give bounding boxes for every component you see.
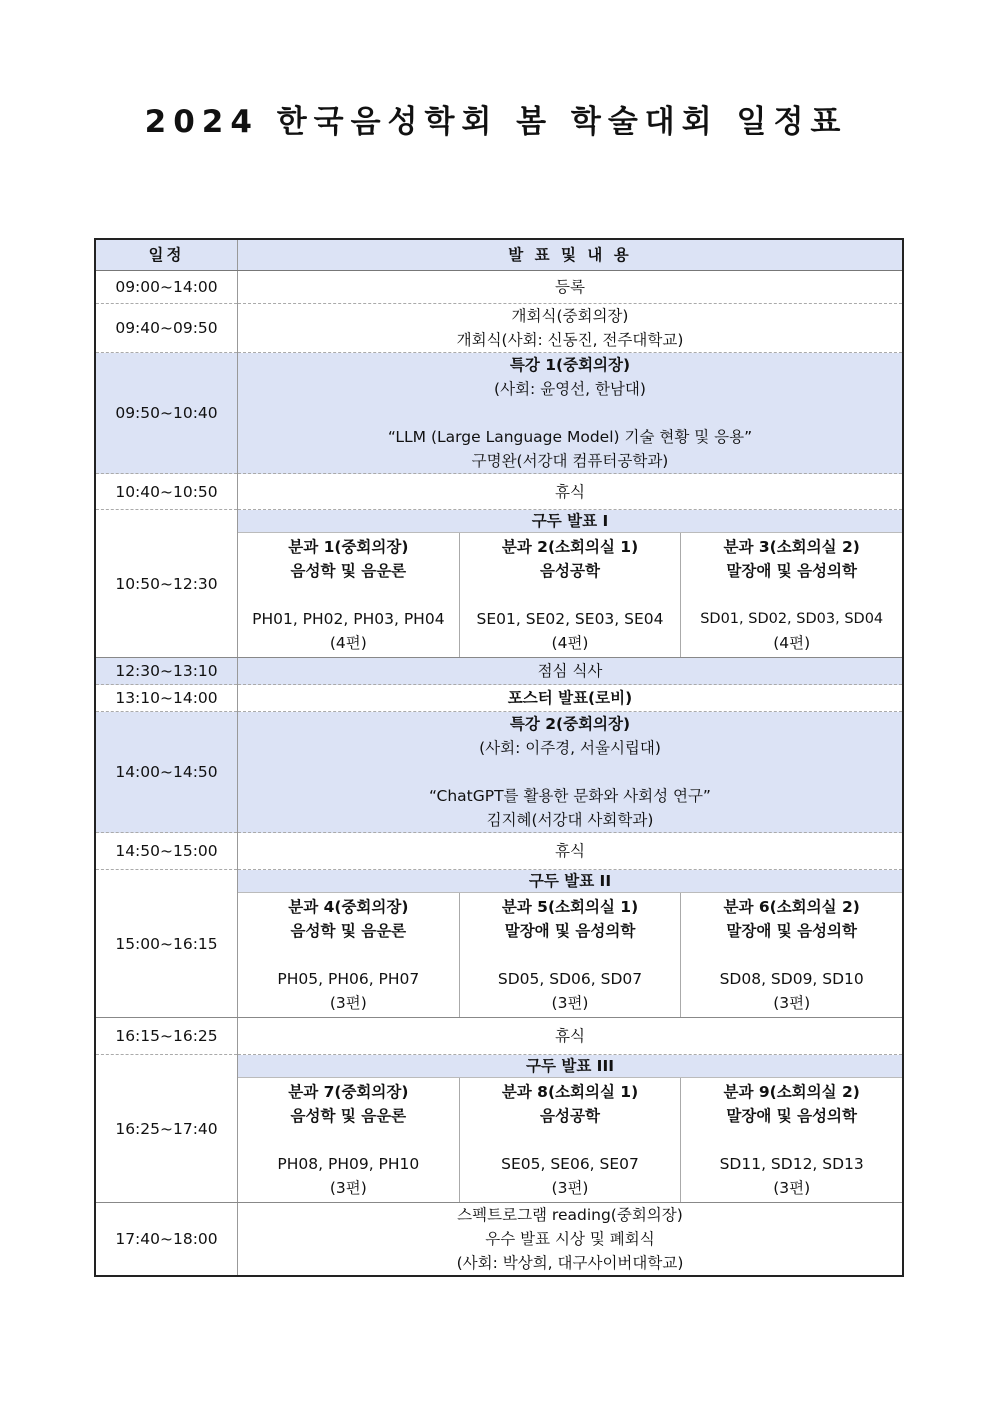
- lecture-title: 특강 2(중회의장): [509, 715, 631, 733]
- session-papers: SD08, SD09, SD10: [719, 970, 864, 988]
- session-topic: 말장애 및 음성의학: [726, 922, 857, 940]
- page-title: 2024 한국음성학회 봄 학술대회 일정표: [144, 104, 848, 140]
- session-column: [460, 893, 682, 1017]
- row-content: [238, 712, 904, 833]
- table-row: [95, 658, 903, 685]
- row-content: [238, 510, 904, 658]
- content-line: 개회식(중회의장): [511, 307, 629, 325]
- lecture-moderator: (사회: 윤영선, 한남대): [494, 380, 646, 398]
- row-content: [238, 353, 904, 474]
- session-topic: 음성학 및 음운론: [290, 1107, 407, 1125]
- session-count: (4편): [773, 634, 811, 652]
- session-papers: SE01, SE02, SE03, SE04: [476, 610, 664, 628]
- session-room: 분과 2(소회의실 1): [501, 538, 639, 556]
- table-row: [95, 353, 903, 474]
- row-content: [238, 304, 904, 353]
- row-time: 09:00~14:00: [95, 271, 238, 304]
- row-time: 14:50~15:00: [95, 833, 238, 870]
- session-papers: SD11, SD12, SD13: [719, 1155, 864, 1173]
- lecture-speaker: 구명완(서강대 컴퓨터공학과): [471, 452, 669, 470]
- session-room: 분과 8(소회의실 1): [501, 1083, 639, 1101]
- row-time: 16:25~17:40: [95, 1055, 238, 1203]
- row-time: 14:00~14:50: [95, 712, 238, 833]
- lecture-topic: “ChatGPT를 활용한 문화와 사회성 연구”: [429, 787, 711, 805]
- row-time: 09:40~09:50: [95, 304, 238, 353]
- row-content: 등록: [238, 271, 904, 304]
- session-papers: PH01, PH02, PH03, PH04: [252, 610, 445, 628]
- session-count: (3편): [329, 994, 367, 1012]
- content-line: 우수 발표 시상 및 폐회식: [485, 1230, 655, 1248]
- table-row: [95, 712, 903, 833]
- session-topic: 음성공학: [540, 562, 600, 580]
- session-papers: PH08, PH09, PH10: [277, 1155, 420, 1173]
- header-time: 일정: [95, 239, 238, 271]
- row-time: 15:00~16:15: [95, 870, 238, 1018]
- session-count: (3편): [551, 994, 589, 1012]
- session-column: [460, 1078, 682, 1202]
- session-topic: 말장애 및 음성의학: [726, 1107, 857, 1125]
- session-room: 분과 1(중회의장): [288, 538, 409, 556]
- session-columns: [238, 533, 902, 657]
- table-row: [95, 271, 903, 304]
- session-papers: SD01, SD02, SD03, SD04: [700, 611, 884, 627]
- table-row: [95, 833, 903, 870]
- session-topic: 말장애 및 음성의학: [504, 922, 636, 940]
- table-row: [95, 474, 903, 510]
- session-column: [238, 1078, 460, 1202]
- content-line: 스펙트로그램 reading(중회의장): [457, 1206, 683, 1224]
- row-content: 휴식: [238, 833, 904, 870]
- content-line: 개회식(사회: 신동진, 전주대학교): [456, 331, 684, 349]
- row-time: 09:50~10:40: [95, 353, 238, 474]
- session-topic: 음성공학: [540, 1107, 600, 1125]
- session-heading: 구두 발표 I: [238, 510, 902, 533]
- session-heading: 구두 발표 II: [238, 870, 902, 893]
- table-row: [95, 304, 903, 353]
- session-room: 분과 9(소회의실 2): [723, 1083, 860, 1101]
- row-content: 휴식: [238, 1018, 904, 1055]
- session-count: (3편): [551, 1179, 589, 1197]
- lecture-speaker: 김지혜(서강대 사회학과): [486, 811, 654, 829]
- table-row: [95, 1203, 903, 1277]
- session-count: (3편): [773, 994, 811, 1012]
- session-room: 분과 5(소회의실 1): [501, 898, 639, 916]
- table-row: [95, 1055, 903, 1203]
- lecture-title: 특강 1(중회의장): [509, 356, 631, 374]
- row-content: 점심 식사: [238, 658, 904, 685]
- row-time: 13:10~14:00: [95, 685, 238, 712]
- session-count: (4편): [329, 634, 367, 652]
- row-content: [238, 870, 904, 1018]
- session-papers: SE05, SE06, SE07: [501, 1155, 639, 1173]
- header-content: 발 표 및 내 용: [238, 239, 904, 271]
- session-topic: 음성학 및 음운론: [290, 922, 407, 940]
- session-columns: [238, 893, 902, 1017]
- schedule-table: [94, 238, 904, 1277]
- session-column: [460, 533, 682, 657]
- session-column: [238, 893, 460, 1017]
- row-content: 휴식: [238, 474, 904, 510]
- lecture-topic: “LLM (Large Language Model) 기술 현황 및 응용”: [387, 428, 753, 446]
- row-time: 12:30~13:10: [95, 658, 238, 685]
- session-column: [681, 533, 902, 657]
- table-row: [95, 685, 903, 712]
- row-time: 10:50~12:30: [95, 510, 238, 658]
- session-room: 분과 4(중회의장): [288, 898, 409, 916]
- lecture-moderator: (사회: 이주경, 서울시립대): [479, 739, 661, 757]
- session-count: (3편): [773, 1179, 811, 1197]
- session-room: 분과 3(소회의실 2): [723, 538, 860, 556]
- row-content: 포스터 발표(로비): [238, 685, 904, 712]
- session-heading: 구두 발표 III: [238, 1055, 902, 1078]
- table-row: [95, 1018, 903, 1055]
- table-row: [95, 510, 903, 658]
- session-count: (3편): [329, 1179, 367, 1197]
- session-topic: 음성학 및 음운론: [290, 562, 407, 580]
- content-line: (사회: 박상희, 대구사이버대학교): [456, 1254, 684, 1272]
- row-content: [238, 1055, 904, 1203]
- session-papers: PH05, PH06, PH07: [277, 970, 420, 988]
- session-topic: 말장애 및 음성의학: [726, 562, 857, 580]
- session-column: [681, 1078, 902, 1202]
- session-columns: [238, 1078, 902, 1202]
- row-time: 16:15~16:25: [95, 1018, 238, 1055]
- row-time: 10:40~10:50: [95, 474, 238, 510]
- session-room: 분과 6(소회의실 2): [723, 898, 860, 916]
- row-content: [238, 1203, 904, 1277]
- table-header-row: [95, 239, 903, 271]
- session-column: [681, 893, 902, 1017]
- session-column: [238, 533, 460, 657]
- table-row: [95, 870, 903, 1018]
- session-room: 분과 7(중회의장): [288, 1083, 409, 1101]
- row-time: 17:40~18:00: [95, 1203, 238, 1277]
- session-papers: SD05, SD06, SD07: [497, 970, 643, 988]
- session-count: (4편): [551, 634, 589, 652]
